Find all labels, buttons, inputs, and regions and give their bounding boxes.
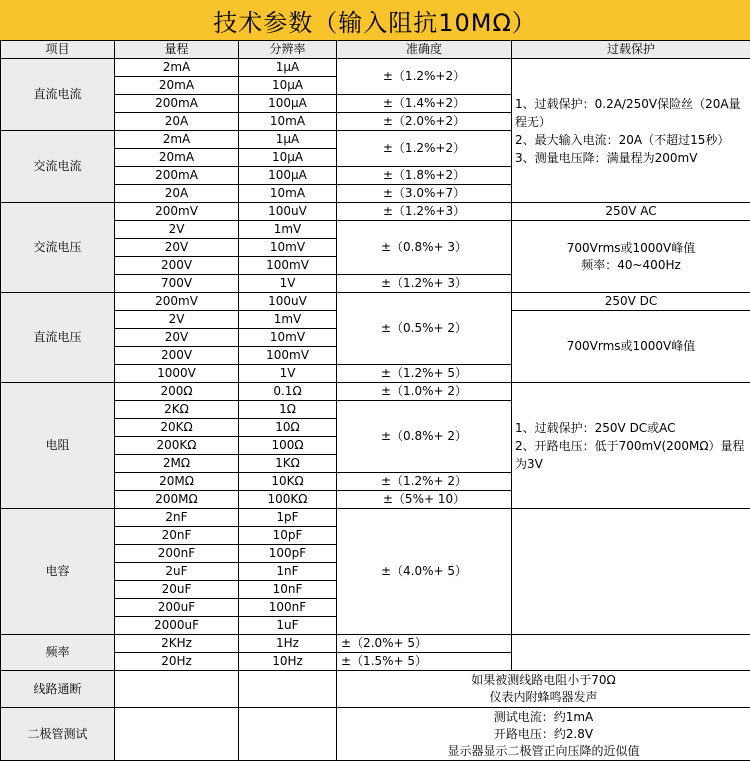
- dc-voltage-overload-cell: 700Vrms或1000V峰值: [512, 311, 750, 383]
- header-overload: 过载保护: [512, 41, 750, 59]
- range-cell: 200mV: [115, 203, 239, 221]
- header-range: 量程: [115, 41, 239, 59]
- resolution-cell: [239, 708, 337, 761]
- resolution-cell: 10KΩ: [239, 473, 337, 491]
- resolution-cell: 1pF: [239, 509, 337, 527]
- category-diode: 二极管测试: [1, 708, 115, 761]
- range-cell: 2000uF: [115, 617, 239, 635]
- table-row: [1, 708, 750, 761]
- accuracy-cell: ±（0.5%+ 2）: [337, 293, 512, 365]
- category-dc-voltage: 直流电压: [1, 293, 115, 383]
- current-overload-cell: [512, 59, 750, 203]
- accuracy-cell: ±（3.0%+7）: [337, 185, 512, 203]
- range-cell: 20A: [115, 113, 239, 131]
- resolution-cell: 100uV: [239, 293, 337, 311]
- overload-line: 2、开路电压：低于700mV(200MΩ）量程为3V: [515, 437, 747, 473]
- accuracy-cell: ±（1.2%+ 3）: [337, 275, 512, 293]
- resolution-cell: 1uF: [239, 617, 337, 635]
- resolution-cell: [239, 671, 337, 708]
- range-cell: 2V: [115, 311, 239, 329]
- range-cell: 2MΩ: [115, 455, 239, 473]
- spec-table: [0, 40, 750, 761]
- range-cell: 200mA: [115, 167, 239, 185]
- category-capacitance: 电容: [1, 509, 115, 635]
- range-cell: 20A: [115, 185, 239, 203]
- resolution-cell: 10mV: [239, 239, 337, 257]
- resolution-cell: 100μA: [239, 167, 337, 185]
- description-line: 如果被测线路电阻小于70Ω: [337, 672, 750, 689]
- resolution-cell: 100mV: [239, 347, 337, 365]
- range-cell: 700V: [115, 275, 239, 293]
- range-cell: 2V: [115, 221, 239, 239]
- range-cell: 2uF: [115, 563, 239, 581]
- diode-description: [337, 708, 750, 761]
- resistance-overload-cell: [512, 383, 750, 509]
- resolution-cell: 10Hz: [239, 653, 337, 671]
- range-cell: 2KHz: [115, 635, 239, 653]
- overload-cell: 250V AC: [512, 203, 750, 221]
- resolution-cell: 1Hz: [239, 635, 337, 653]
- table-row: [1, 383, 750, 401]
- resolution-cell: 1mV: [239, 311, 337, 329]
- resolution-cell: 10nF: [239, 581, 337, 599]
- resolution-cell: 100KΩ: [239, 491, 337, 509]
- resolution-cell: 100mV: [239, 257, 337, 275]
- range-cell: 20V: [115, 239, 239, 257]
- range-cell: [115, 671, 239, 708]
- resolution-cell: 1μA: [239, 131, 337, 149]
- resolution-cell: 100μA: [239, 95, 337, 113]
- accuracy-cell: ±（0.8%+ 3）: [337, 221, 512, 275]
- range-cell: 200Ω: [115, 383, 239, 401]
- resolution-cell: 1V: [239, 365, 337, 383]
- resolution-cell: 1KΩ: [239, 455, 337, 473]
- accuracy-cell: ±（1.2%+3）: [337, 203, 512, 221]
- accuracy-cell: ±（1.2%+ 5）: [337, 365, 512, 383]
- category-continuity: 线路通断: [1, 671, 115, 708]
- accuracy-cell: ±（1.8%+2）: [337, 167, 512, 185]
- range-cell: 20Hz: [115, 653, 239, 671]
- overload-line: 2、最大输入电流：20A（不超过15秒）: [515, 131, 747, 149]
- table-row: [1, 203, 750, 221]
- capacitance-overload-cell: [512, 509, 750, 635]
- range-cell: 20MΩ: [115, 473, 239, 491]
- category-ac-current: 交流电流: [1, 131, 115, 203]
- overload-cell: 250V DC: [512, 293, 750, 311]
- description-line: 显示器显示二极管正向压降的近似值: [337, 743, 750, 760]
- resolution-cell: 10mA: [239, 185, 337, 203]
- resolution-cell: 100nF: [239, 599, 337, 617]
- description-line: 开路电压：约2.8V: [337, 726, 750, 743]
- page-title: 技术参数（输入阻抗10MΩ）: [0, 0, 750, 40]
- header-resolution: 分辨率: [239, 41, 337, 59]
- category-ac-voltage: 交流电压: [1, 203, 115, 293]
- range-cell: 200V: [115, 257, 239, 275]
- range-cell: 200mA: [115, 95, 239, 113]
- header-item: 项目: [1, 41, 115, 59]
- accuracy-cell: ±（2.0%+ 5）: [337, 635, 512, 653]
- accuracy-cell: ±（1.4%+2）: [337, 95, 512, 113]
- range-cell: 2nF: [115, 509, 239, 527]
- ac-voltage-overload-cell: [512, 221, 750, 293]
- header-accuracy: 准确度: [337, 41, 512, 59]
- accuracy-cell: ±（2.0%+2）: [337, 113, 512, 131]
- table-row: [1, 635, 750, 653]
- range-cell: 200KΩ: [115, 437, 239, 455]
- table-row: [1, 293, 750, 311]
- range-cell: 2KΩ: [115, 401, 239, 419]
- range-cell: 2mA: [115, 59, 239, 77]
- accuracy-cell: ±（1.5%+ 5）: [337, 653, 512, 671]
- range-cell: 20uF: [115, 581, 239, 599]
- resolution-cell: 10mV: [239, 329, 337, 347]
- range-cell: 20nF: [115, 527, 239, 545]
- resolution-cell: 1mV: [239, 221, 337, 239]
- resolution-cell: 10mA: [239, 113, 337, 131]
- resolution-cell: 100pF: [239, 545, 337, 563]
- range-cell: 20mA: [115, 77, 239, 95]
- accuracy-cell: ±（1.2%+ 2）: [337, 473, 512, 491]
- range-cell: 200nF: [115, 545, 239, 563]
- resolution-cell: 10μA: [239, 77, 337, 95]
- range-cell: 200MΩ: [115, 491, 239, 509]
- table-row: [1, 59, 750, 77]
- overload-line: 1、过载保护：250V DC或AC: [515, 419, 747, 437]
- table-header-row: [1, 41, 750, 59]
- overload-line: 3、测量电压降：满量程为200mV: [515, 149, 747, 167]
- table-row: [1, 509, 750, 527]
- range-cell: 200V: [115, 347, 239, 365]
- frequency-overload-cell: [512, 635, 750, 671]
- resolution-cell: 1nF: [239, 563, 337, 581]
- range-cell: 200uF: [115, 599, 239, 617]
- accuracy-cell: ±（1.2%+2）: [337, 131, 512, 167]
- range-cell: 20V: [115, 329, 239, 347]
- overload-line: 频率：40~400Hz: [512, 257, 750, 274]
- range-cell: 20KΩ: [115, 419, 239, 437]
- range-cell: 1000V: [115, 365, 239, 383]
- range-cell: 200mV: [115, 293, 239, 311]
- range-cell: [115, 708, 239, 761]
- range-cell: 20mA: [115, 149, 239, 167]
- range-cell: 2mA: [115, 131, 239, 149]
- continuity-description: [337, 671, 750, 708]
- resolution-cell: 1V: [239, 275, 337, 293]
- table-row: [1, 671, 750, 708]
- description-line: 仪表内附蜂鸣器发声: [337, 689, 750, 706]
- description-line: 测试电流：约1mA: [337, 709, 750, 726]
- resolution-cell: 0.1Ω: [239, 383, 337, 401]
- category-dc-current: 直流电流: [1, 59, 115, 131]
- accuracy-cell: ±（1.2%+2）: [337, 59, 512, 95]
- resolution-cell: 10Ω: [239, 419, 337, 437]
- accuracy-cell: ±（5%+ 10）: [337, 491, 512, 509]
- accuracy-cell: ±（1.0%+ 2）: [337, 383, 512, 401]
- accuracy-cell: ±（4.0%+ 5）: [337, 509, 512, 635]
- overload-line: 1、过载保护：0.2A/250V保险丝（20A量程无）: [515, 95, 747, 131]
- resolution-cell: 1Ω: [239, 401, 337, 419]
- resolution-cell: 1μA: [239, 59, 337, 77]
- resolution-cell: 100uV: [239, 203, 337, 221]
- category-resistance: 电阻: [1, 383, 115, 509]
- accuracy-cell: ±（0.8%+ 2）: [337, 401, 512, 473]
- resolution-cell: 100Ω: [239, 437, 337, 455]
- overload-line: 700Vrms或1000V峰值: [512, 240, 750, 257]
- resolution-cell: 10μA: [239, 149, 337, 167]
- resolution-cell: 10pF: [239, 527, 337, 545]
- category-frequency: 频率: [1, 635, 115, 671]
